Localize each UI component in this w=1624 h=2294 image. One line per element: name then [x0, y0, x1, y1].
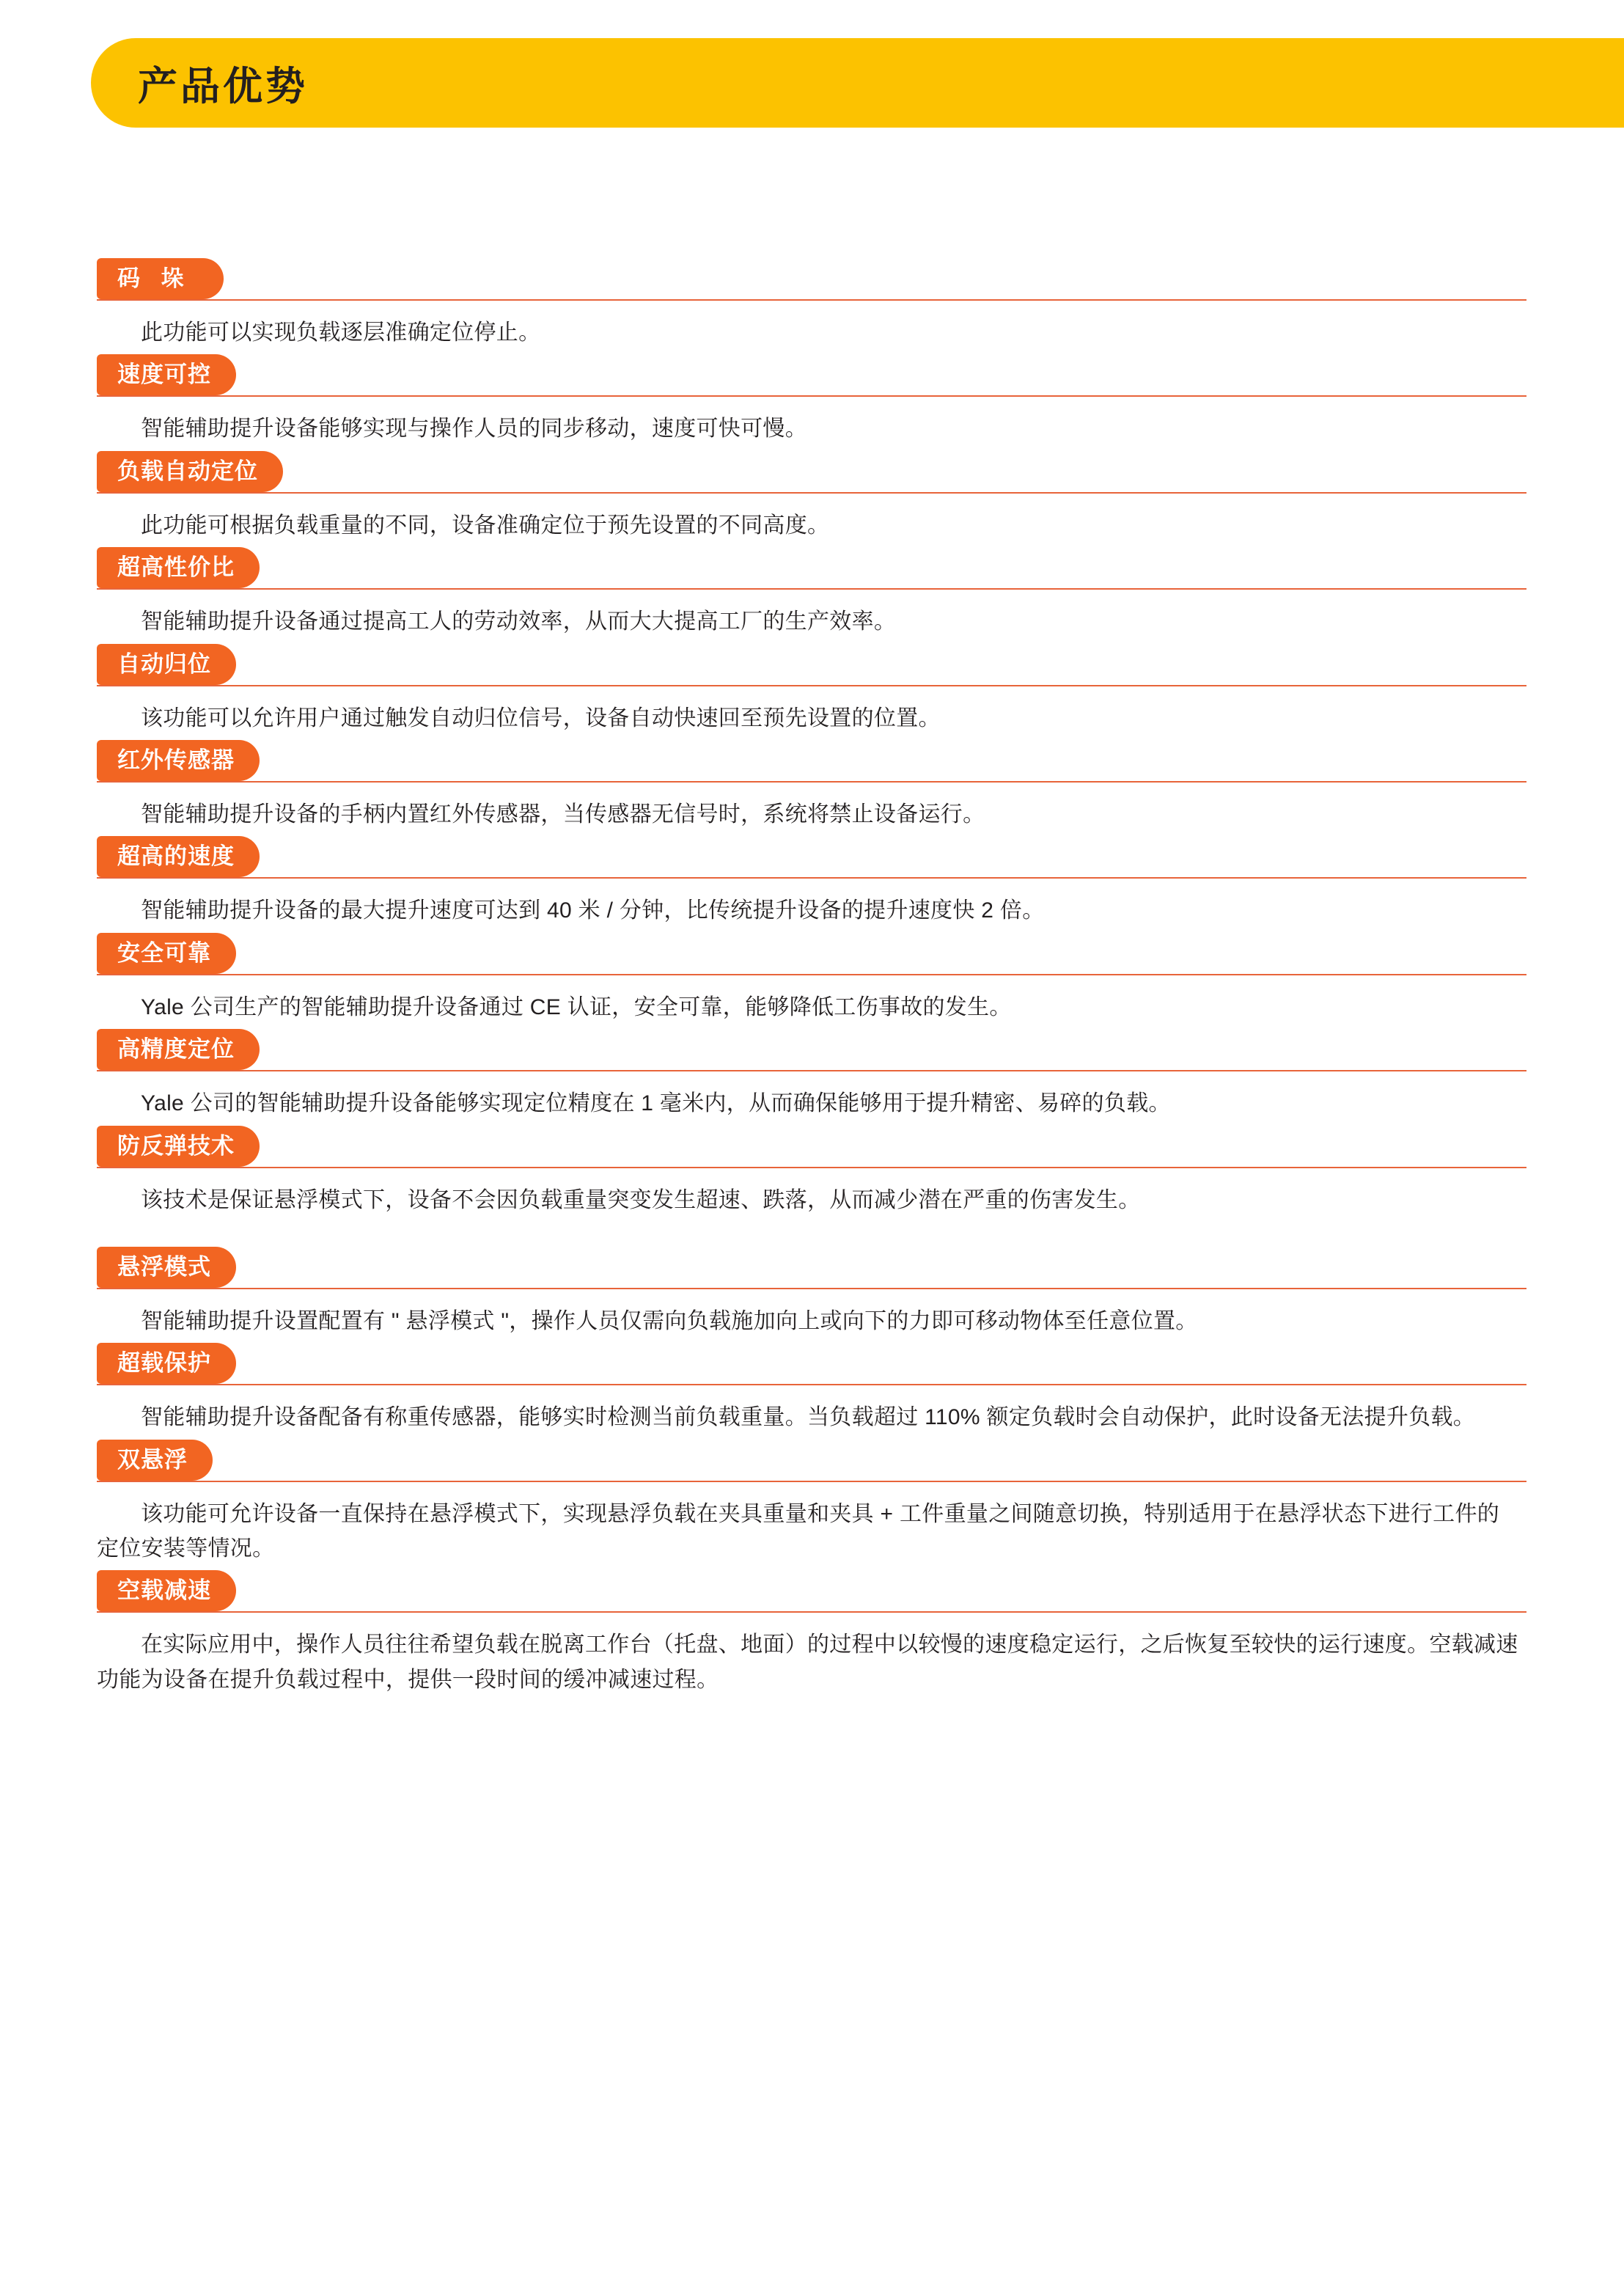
advantage-item [97, 933, 1526, 1025]
advantage-heading-row [97, 1440, 1526, 1485]
heading-divider [97, 781, 1526, 783]
advantage-item [97, 354, 1526, 446]
heading-divider [97, 1288, 1526, 1289]
heading-divider [97, 877, 1526, 879]
advantage-description: 在实际应用中，操作人员往往希望负载在脱离工作台（托盘、地面）的过程中以较慢的速度稳定运行，之后恢复至较快的运行速度。空载减速功能为设备在提升负载过程中，提供一段时间的缓冲减速过程。 [97, 1632, 1518, 1692]
advantage-description: 该功能可以允许用户通过触发自动归位信号，设备自动快速回至预先设置的位置。 [141, 706, 941, 730]
advantage-description: 该技术是保证悬浮模式下，设备不会因负载重量突变发生超速、跌落，从而减少潜在严重的伤害发生。 [141, 1187, 1141, 1212]
page-header-banner [91, 38, 1624, 128]
heading-divider [97, 685, 1526, 686]
advantage-tag: 超高性价比 [97, 547, 260, 588]
advantage-item [97, 836, 1526, 928]
advantage-tag: 悬浮模式 [97, 1247, 236, 1288]
advantage-item [97, 1029, 1526, 1121]
advantage-description: 智能辅助提升设备的手柄内置红外传感器，当传感器无信号时，系统将禁止设备运行。 [141, 802, 985, 827]
advantage-item [97, 1570, 1526, 1697]
advantages-list [97, 258, 1526, 1701]
heading-divider [97, 395, 1526, 397]
advantage-heading-row [97, 644, 1526, 689]
heading-divider [97, 1384, 1526, 1385]
advantage-heading-row [97, 1029, 1526, 1074]
advantage-item [97, 644, 1526, 736]
advantage-tag: 红外传感器 [97, 740, 260, 781]
advantage-description: 此功能可根据负载重量的不同，设备准确定位于预先设置的不同高度。 [141, 513, 830, 538]
advantage-tag: 码 垛 [97, 258, 224, 299]
advantage-tag: 速度可控 [97, 354, 236, 395]
heading-divider [97, 492, 1526, 494]
advantage-heading-row [97, 354, 1526, 400]
advantage-heading-row [97, 1570, 1526, 1616]
advantage-tag: 高精度定位 [97, 1029, 260, 1070]
advantage-description: 智能辅助提升设备通过提高工人的劳动效率，从而大大提高工厂的生产效率。 [141, 609, 897, 634]
advantage-tag: 双悬浮 [97, 1440, 213, 1481]
advantage-description: 智能辅助提升设备配备有称重传感器，能够实时检测当前负载重量。当负载超过 110% 额定负载时会自动保护，此时设备无法提升负载。 [141, 1405, 1476, 1430]
advantage-tag: 空载减速 [97, 1570, 236, 1611]
advantage-tag: 防反弹技术 [97, 1126, 260, 1167]
heading-divider [97, 588, 1526, 590]
advantage-description: 智能辅助提升设备的最大提升速度可达到 40 米 / 分钟，比传统提升设备的提升速度快 2 倍。 [141, 898, 1045, 923]
advantage-item [97, 1247, 1526, 1338]
advantage-heading-row [97, 451, 1526, 496]
heading-divider [97, 299, 1526, 301]
advantage-description: 智能辅助提升设备能够实现与操作人员的同步移动，速度可快可慢。 [141, 417, 807, 441]
advantage-item [97, 1126, 1526, 1217]
heading-divider [97, 1481, 1526, 1482]
advantage-heading-row [97, 836, 1526, 882]
advantage-item [97, 547, 1526, 639]
heading-divider [97, 1070, 1526, 1071]
advantage-description: Yale 公司生产的智能辅助提升设备通过 CE 认证，安全可靠，能够降低工伤事故的发生。 [141, 994, 1012, 1019]
page-title: 产品优势 [138, 64, 308, 109]
advantage-heading-row [97, 1126, 1526, 1171]
heading-divider [97, 974, 1526, 975]
advantage-tag: 负载自动定位 [97, 451, 283, 492]
advantage-heading-row [97, 1343, 1526, 1388]
advantage-tag: 超高的速度 [97, 836, 260, 877]
advantage-heading-row [97, 1247, 1526, 1292]
advantage-heading-row [97, 740, 1526, 785]
advantage-tag: 自动归位 [97, 644, 236, 685]
heading-divider [97, 1611, 1526, 1613]
advantage-description: 此功能可以实现负载逐层准确定位停止。 [141, 320, 541, 345]
advantage-item [97, 1440, 1526, 1566]
advantage-heading-row [97, 547, 1526, 593]
advantage-item [97, 451, 1526, 543]
advantage-item [97, 740, 1526, 832]
heading-divider [97, 1167, 1526, 1168]
advantage-description: 智能辅助提升设置配置有 " 悬浮模式 "，操作人员仅需向负载施加向上或向下的力即可移动物体至任意位置。 [141, 1308, 1198, 1333]
advantage-description: 该功能可允许设备一直保持在悬浮模式下，实现悬浮负载在夹具重量和夹具 + 工件重量之间随意切换，特别适用于在悬浮状态下进行工件的定位安装等情况。 [97, 1501, 1500, 1561]
advantage-heading-row [97, 933, 1526, 978]
advantage-tag: 超载保护 [97, 1343, 236, 1384]
advantage-description: Yale 公司的智能辅助提升设备能够实现定位精度在 1 毫米内，从而确保能够用于提升精密、易碎的负载。 [141, 1091, 1171, 1116]
advantage-item [97, 258, 1526, 350]
advantage-item [97, 1343, 1526, 1434]
advantage-tag: 安全可靠 [97, 933, 236, 974]
advantage-heading-row [97, 258, 1526, 304]
